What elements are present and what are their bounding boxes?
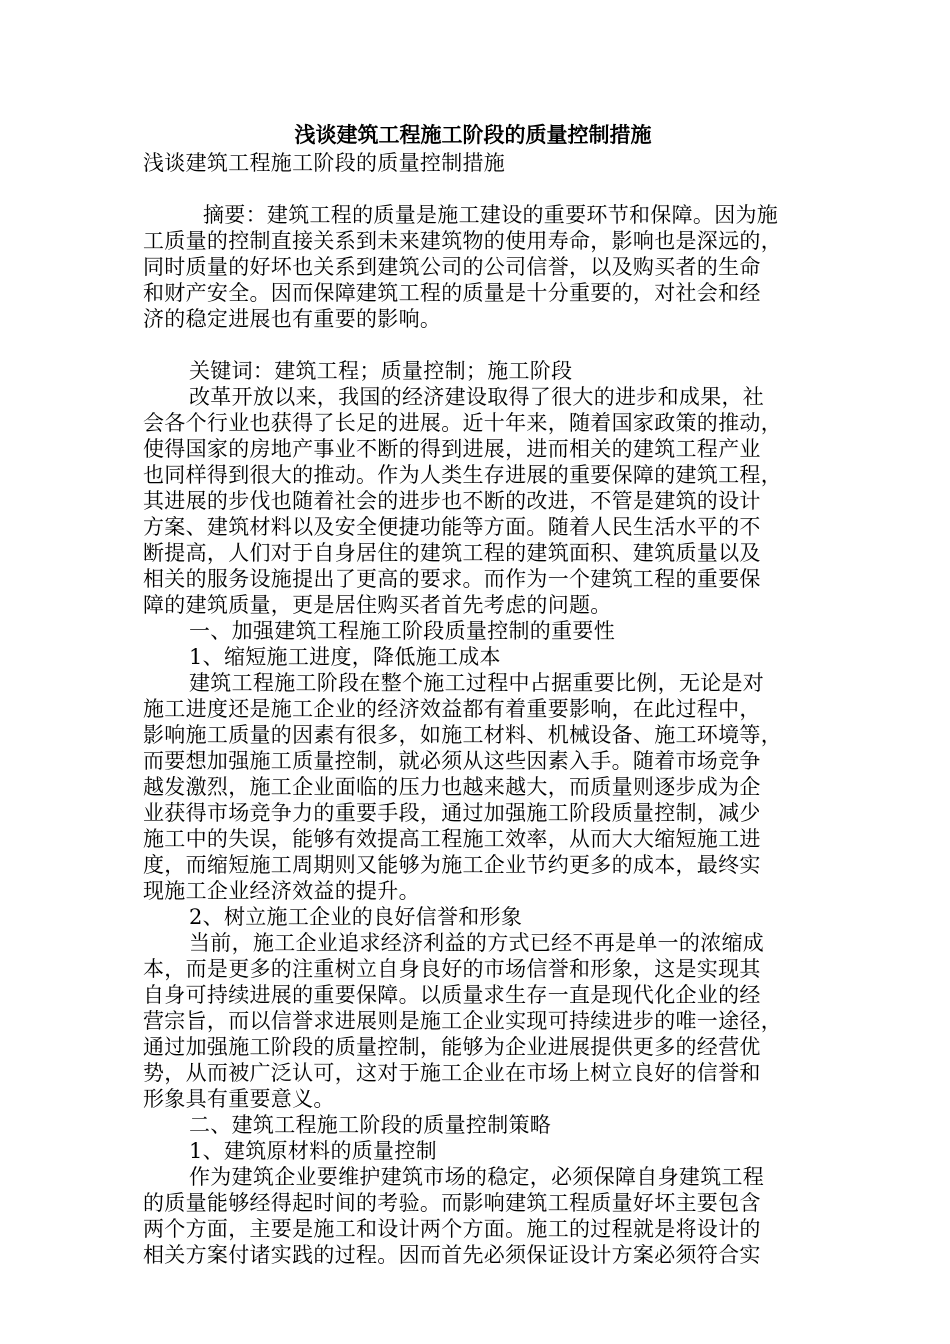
paragraph-line: 的质量能够经得起时间的考验。而影响建筑工程质量好坏主要包含 [143,1191,761,1215]
paragraph-line: 使得国家的房地产事业不断的得到进展，进而相关的建筑工程产业 [143,437,761,461]
abstract-line: 摘要：建筑工程的质量是施工建设的重要环节和保障。因为施 [203,203,779,227]
paragraph-line: 施工中的失误，能够有效提高工程施工效率，从而大大缩短施工进 [143,827,761,851]
paragraph-line: 越发激烈，施工企业面临的压力也越来越大，而质量则逐步成为企 [143,775,761,799]
document-page [143,120,803,1268]
paragraph-line: 方案、建筑材料以及安全便捷功能等方面。随着人民生活水平的不 [143,515,761,539]
abstract-line: 济的稳定进展也有重要的影响。 [143,307,442,331]
paragraph-line: 度，而缩短施工周期则又能够为施工企业节约更多的成本，最终实 [143,853,761,877]
section1-sub1-paragraph [143,670,803,904]
subsection-heading: 1、缩短施工进度，降低施工成本 [189,645,501,669]
paragraph-line: 本，而是更多的注重树立自身良好的市场信誉和形象，这是实现其 [143,957,761,981]
paragraph-line: 形象具有重要意义。 [143,1087,335,1111]
intro-paragraph [143,384,803,618]
paragraph-line: 相关方案付诸实践的过程。因而首先必须保证设计方案必须符合实 [143,1243,761,1267]
abstract-line: 工质量的控制直接关系到未来建筑物的使用寿命，影响也是深远的， [143,229,782,253]
keywords: 关键词：建筑工程；质量控制；施工阶段 [189,359,573,383]
paragraph-line: 而要想加强施工质量控制，就必须从这些因素入手。随着市场竞争 [143,749,761,773]
document-title: 浅谈建筑工程施工阶段的质量控制措施 [294,122,652,147]
section1-sub2-paragraph [143,930,803,1112]
paragraph-line: 通过加强施工阶段的质量控制，能够为企业进展提供更多的经营优 [143,1035,761,1059]
document-subtitle: 浅谈建筑工程施工阶段的质量控制措施 [143,151,506,175]
paragraph-line: 当前，施工企业追求经济利益的方式已经不再是单一的浓缩成 [189,931,765,955]
subsection-heading: 1、建筑原材料的质量控制 [189,1139,437,1163]
paragraph-line: 影响施工质量的因素有很多，如施工材料、机械设备、施工环境等， [143,723,782,747]
paragraph-line: 其进展的步伐也随着社会的进步也不断的改进，不管是建筑的设计 [143,489,761,513]
abstract [143,202,803,332]
section-heading: 二、建筑工程施工阶段的质量控制策略 [189,1113,552,1137]
paragraph-line: 会各个行业也获得了长足的进展。近十年来，随着国家政策的推动， [143,411,782,435]
paragraph-line: 势，从而被广泛认可，这对于施工企业在市场上树立良好的信誉和 [143,1061,761,1085]
abstract-line: 和财产安全。因而保障建筑工程的质量是十分重要的，对社会和经 [143,281,761,305]
paragraph-line: 自身可持续进展的重要保障。以质量求生存一直是现代化企业的经 [143,983,761,1007]
section-heading: 一、加强建筑工程施工阶段质量控制的重要性 [189,619,615,643]
paragraph-line: 断提高，人们对于自身居住的建筑工程的建筑面积、建筑质量以及 [143,541,761,565]
paragraph-line: 作为建筑企业要维护建筑市场的稳定，必须保障自身建筑工程 [189,1165,765,1189]
paragraph-line: 施工进度还是施工企业的经济效益都有着重要影响，在此过程中， [143,697,761,721]
paragraph-line: 也同样得到很大的推动。作为人类生存进展的重要保障的建筑工程， [143,463,782,487]
paragraph-line: 两个方面，主要是施工和设计两个方面。施工的过程就是将设计的 [143,1217,761,1241]
paragraph-line: 现施工企业经济效益的提升。 [143,879,420,903]
spacer [143,176,803,202]
paragraph-line: 障的建筑质量，更是居住购买者首先考虑的问题。 [143,593,612,617]
paragraph-line: 改革开放以来，我国的经济建设取得了很大的进步和成果，社 [189,385,765,409]
subsection-heading: 2、树立施工企业的良好信誉和形象 [189,905,523,929]
paragraph-line: 建筑工程施工阶段在整个施工过程中占据重要比例，无论是对 [189,671,765,695]
section2-sub1-paragraph [143,1164,803,1268]
paragraph-line: 营宗旨，而以信誉求进展则是施工企业实现可持续进步的唯一途径， [143,1009,782,1033]
spacer [143,332,803,358]
paragraph-line: 相关的服务设施提出了更高的要求。而作为一个建筑工程的重要保 [143,567,761,591]
paragraph-line: 业获得市场竞争力的重要手段，通过加强施工阶段质量控制，减少 [143,801,761,825]
abstract-line: 同时质量的好坏也关系到建筑公司的公司信誉，以及购买者的生命 [143,255,761,279]
